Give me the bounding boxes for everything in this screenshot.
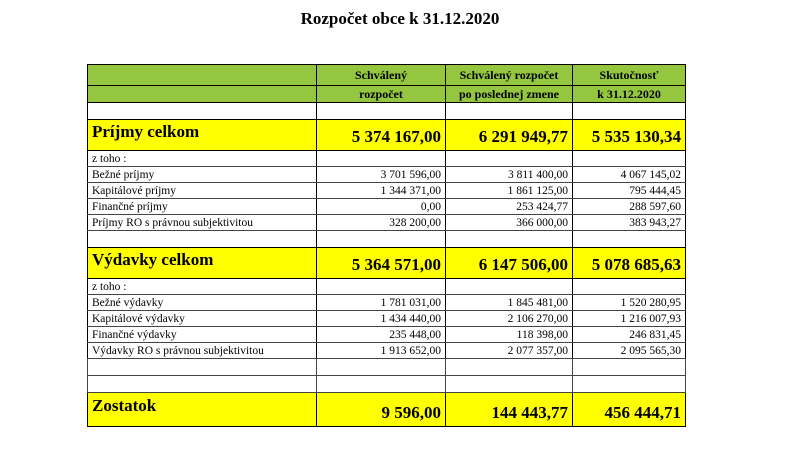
row-value: 366 000,00 — [446, 215, 573, 231]
table-row — [88, 167, 686, 183]
total-value: 5 374 167,00 — [317, 120, 446, 151]
row-value: 2 106 270,00 — [446, 311, 573, 327]
blank-row — [88, 359, 686, 376]
section-label: Výdavky celkom — [88, 248, 317, 279]
section-total-row — [88, 248, 686, 279]
row-value: 288 597,60 — [573, 199, 686, 215]
table-row — [88, 295, 686, 311]
row-value: 1 520 280,95 — [573, 295, 686, 311]
row-value: 795 444,45 — [573, 183, 686, 199]
row-label: Bežné príjmy — [88, 167, 317, 183]
table-row — [88, 279, 686, 295]
row-label: Bežné výdavky — [88, 295, 317, 311]
total-value: 5 078 685,63 — [573, 248, 686, 279]
blank-row — [88, 376, 686, 393]
header-cell-actual: k 31.12.2020 — [573, 86, 686, 103]
header-row-2 — [88, 86, 686, 103]
budget-table — [87, 64, 686, 427]
spacer-row — [88, 103, 686, 120]
row-value: 2 077 357,00 — [446, 343, 573, 359]
row-value: 1 216 007,93 — [573, 311, 686, 327]
table-row — [88, 343, 686, 359]
section-total-row — [88, 120, 686, 151]
row-value: 1 344 371,00 — [317, 183, 446, 199]
row-value: 1 845 481,00 — [446, 295, 573, 311]
row-label: z toho : — [88, 151, 317, 167]
row-label: Kapitálové príjmy — [88, 183, 317, 199]
row-value: 235 448,00 — [317, 327, 446, 343]
row-value: 1 434 440,00 — [317, 311, 446, 327]
header-cell-actual: Skutočnosť — [573, 65, 686, 86]
row-label: Finančné výdavky — [88, 327, 317, 343]
balance-row — [88, 393, 686, 427]
row-value: 3 811 400,00 — [446, 167, 573, 183]
table-row — [88, 183, 686, 199]
row-value: 0,00 — [317, 199, 446, 215]
table-row — [88, 311, 686, 327]
total-value: 6 291 949,77 — [446, 120, 573, 151]
row-value — [446, 151, 573, 167]
row-value: 2 095 565,30 — [573, 343, 686, 359]
row-value: 246 831,45 — [573, 327, 686, 343]
row-value: 1 861 125,00 — [446, 183, 573, 199]
balance-value: 456 444,71 — [573, 393, 686, 427]
header-cell — [88, 86, 317, 103]
table-row — [88, 199, 686, 215]
header-row-1 — [88, 65, 686, 86]
row-value: 1 913 652,00 — [317, 343, 446, 359]
row-label: Finančné príjmy — [88, 199, 317, 215]
row-value: 4 067 145,02 — [573, 167, 686, 183]
row-value: 3 701 596,00 — [317, 167, 446, 183]
header-cell-approved: rozpočet — [317, 86, 446, 103]
row-value — [446, 279, 573, 295]
header-cell-approved: Schválený — [317, 65, 446, 86]
row-value: 253 424,77 — [446, 199, 573, 215]
table-row — [88, 327, 686, 343]
balance-value: 144 443,77 — [446, 393, 573, 427]
row-value — [573, 279, 686, 295]
balance-label: Zostatok — [88, 393, 317, 427]
row-value: 328 200,00 — [317, 215, 446, 231]
row-label: Kapitálové výdavky — [88, 311, 317, 327]
table-row — [88, 151, 686, 167]
total-value: 5 364 571,00 — [317, 248, 446, 279]
spacer-row — [88, 231, 686, 248]
row-label: Príjmy RO s právnou subjektivitou — [88, 215, 317, 231]
row-label: z toho : — [88, 279, 317, 295]
total-value: 6 147 506,00 — [446, 248, 573, 279]
row-value — [317, 151, 446, 167]
balance-value: 9 596,00 — [317, 393, 446, 427]
row-value — [573, 151, 686, 167]
row-value — [317, 279, 446, 295]
header-cell — [88, 65, 317, 86]
total-value: 5 535 130,34 — [573, 120, 686, 151]
section-label: Príjmy celkom — [88, 120, 317, 151]
page-title: Rozpočet obce k 31.12.2020 — [300, 9, 500, 28]
row-label: Výdavky RO s právnou subjektivitou — [88, 343, 317, 359]
row-value: 383 943,27 — [573, 215, 686, 231]
row-value: 118 398,00 — [446, 327, 573, 343]
header-cell-approved-latest: Schválený rozpočet — [446, 65, 573, 86]
row-value: 1 781 031,00 — [317, 295, 446, 311]
header-cell-approved-latest: po poslednej zmene — [446, 86, 573, 103]
table-row — [88, 215, 686, 231]
